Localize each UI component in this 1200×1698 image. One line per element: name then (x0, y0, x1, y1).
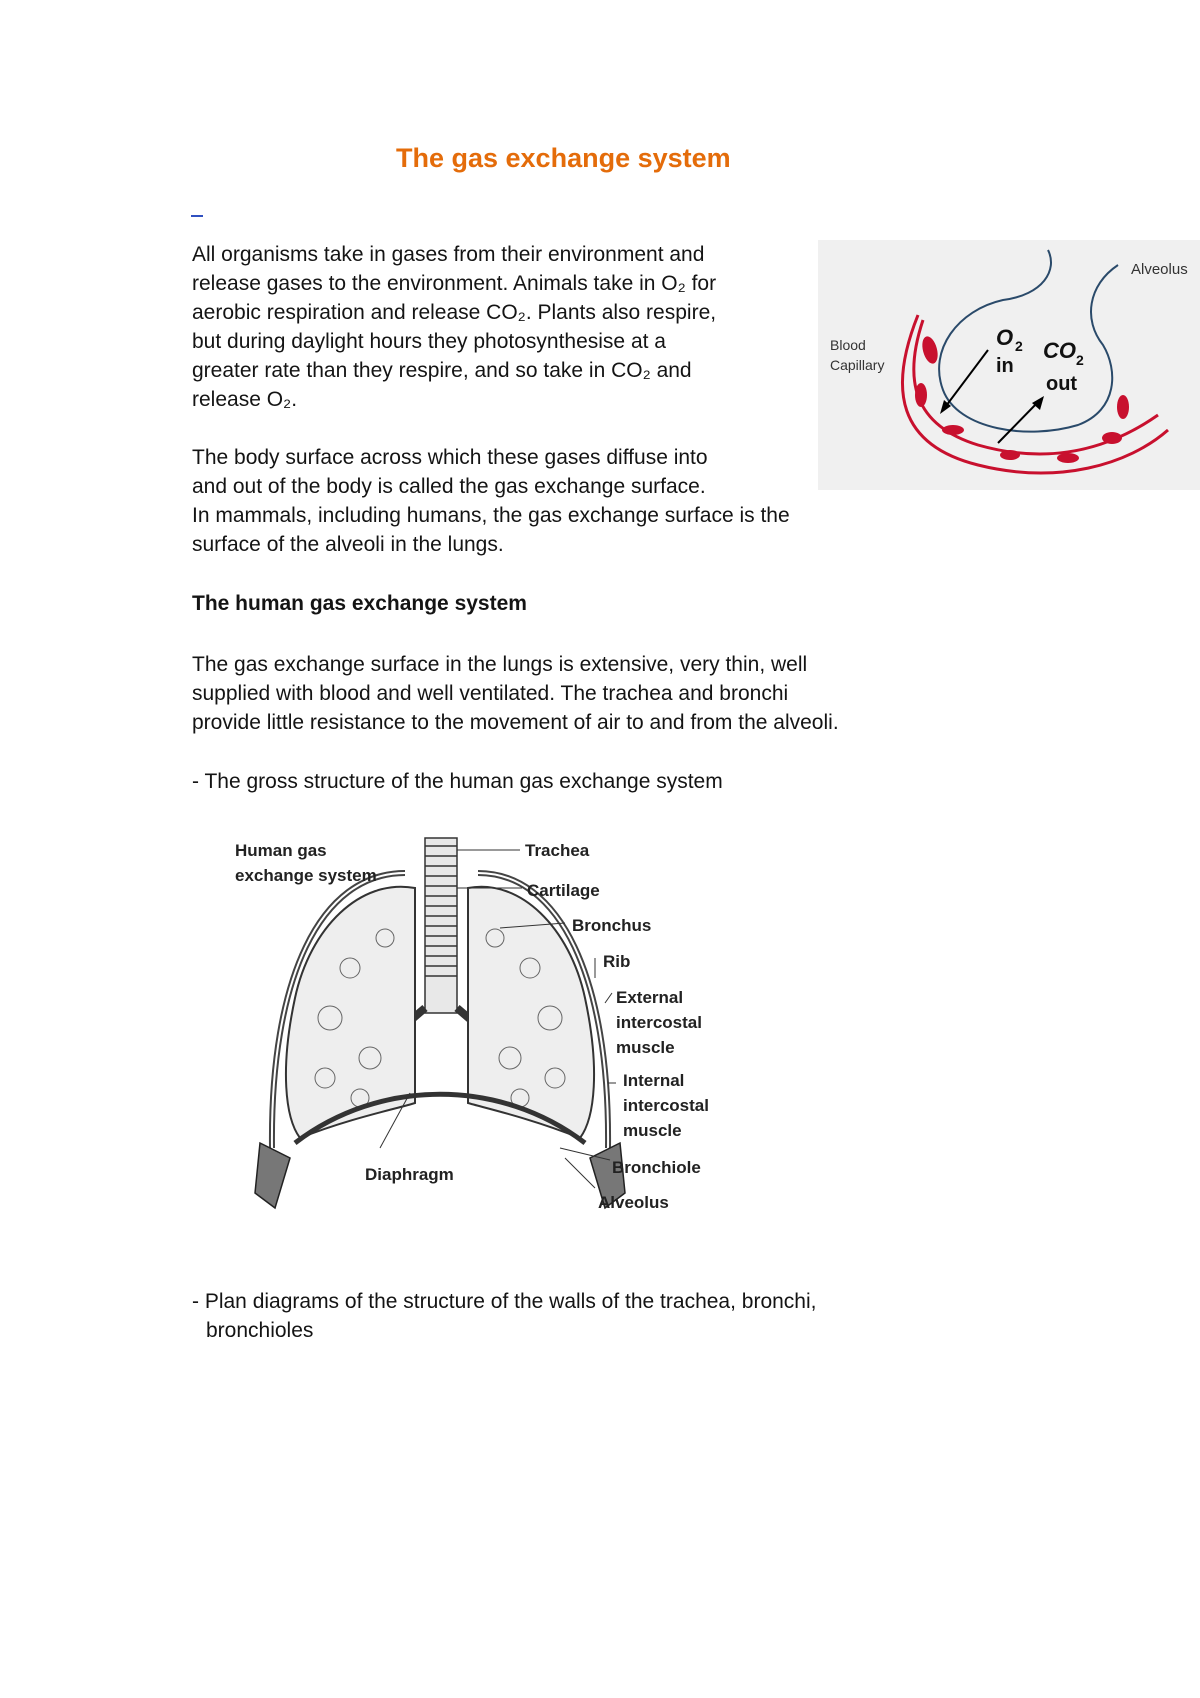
lung-diagram-svg (200, 828, 780, 1248)
label-o2: O (996, 325, 1014, 350)
label-external-1: External (616, 988, 684, 1007)
text-line: - Plan diagrams of the structure of the walls of the trachea, bronchi, (192, 1290, 817, 1313)
label-external-3: muscle (616, 1038, 675, 1057)
alveolus-diagram (818, 240, 1200, 490)
label-cartilage: Cartilage (527, 881, 600, 900)
label-o2-sub: 2 (1015, 338, 1023, 354)
trachea (425, 838, 457, 1013)
label-co2-sub: 2 (1076, 352, 1084, 368)
text-line: The body surface across which these gases diffuse into (192, 446, 708, 469)
label-capillary: Capillary (830, 357, 885, 373)
label-internal-1: Internal (623, 1071, 685, 1090)
text-line: - The gross structure of the human gas exchange system (192, 770, 723, 793)
red-blood-cell (1057, 453, 1079, 463)
text-line: surface of the alveoli in the lungs. (192, 533, 504, 556)
diagram-title-line1: Human gas (235, 841, 327, 860)
red-blood-cell (1102, 432, 1122, 444)
label-alveolus: Alveolus (598, 1193, 669, 1212)
label-blood: Blood (830, 337, 866, 353)
alveolus-diagram-svg (818, 240, 1200, 490)
red-blood-cell (915, 383, 927, 407)
text-line: All organisms take in gases from their environment and (192, 243, 705, 266)
bullet-plan-diagrams (192, 1287, 816, 1345)
hyperlink-mark[interactable] (191, 215, 203, 217)
surface-paragraph (192, 443, 790, 559)
lung-diagram (200, 828, 780, 1248)
label-co2: CO (1043, 338, 1076, 363)
page-title: The gas exchange system (396, 143, 731, 173)
section-heading: The human gas exchange system (192, 592, 527, 615)
label-bronchus: Bronchus (572, 916, 652, 935)
red-blood-cell (1117, 395, 1129, 419)
label-alveolus: Alveolus (1131, 261, 1188, 278)
text-line: aerobic respiration and release CO₂. Plants also respire, (192, 301, 717, 324)
label-external-2: intercostal (616, 1013, 702, 1032)
label-internal-2: intercostal (623, 1096, 709, 1115)
red-blood-cell (942, 425, 964, 435)
lungs-paragraph (192, 650, 839, 737)
label-diaphragm: Diaphragm (365, 1165, 454, 1184)
bullet-gross-structure (192, 767, 723, 796)
label-in: in (996, 355, 1014, 377)
text-line: supplied with blood and well ventilated. The trachea and bronchi (192, 682, 789, 705)
label-rib: Rib (603, 952, 631, 971)
text-line: greater rate than they respire, and so take in CO₂ and (192, 359, 692, 382)
text-line: bronchioles (206, 1319, 314, 1342)
red-blood-cell (1000, 450, 1020, 460)
label-bronchiole: Bronchiole (612, 1158, 701, 1177)
label-internal-3: muscle (623, 1121, 682, 1140)
text-line: release O₂. (192, 388, 298, 411)
label-trachea: Trachea (525, 841, 590, 860)
text-line: provide little resistance to the movement of air to and from the alveoli. (192, 711, 839, 734)
text-line: and out of the body is called the gas exchange surface. (192, 475, 706, 498)
label-out: out (1046, 373, 1078, 395)
diagram-title-line2: exchange system (235, 866, 377, 885)
intro-paragraph (192, 240, 716, 414)
text-line: release gases to the environment. Animals take in O₂ for (192, 272, 717, 295)
text-line: but during daylight hours they photosynthesise at a (192, 330, 666, 353)
text-line: In mammals, including humans, the gas exchange surface is the (192, 504, 790, 527)
left-muscle (255, 1143, 290, 1208)
text-line: The gas exchange surface in the lungs is extensive, very thin, well (192, 653, 808, 676)
